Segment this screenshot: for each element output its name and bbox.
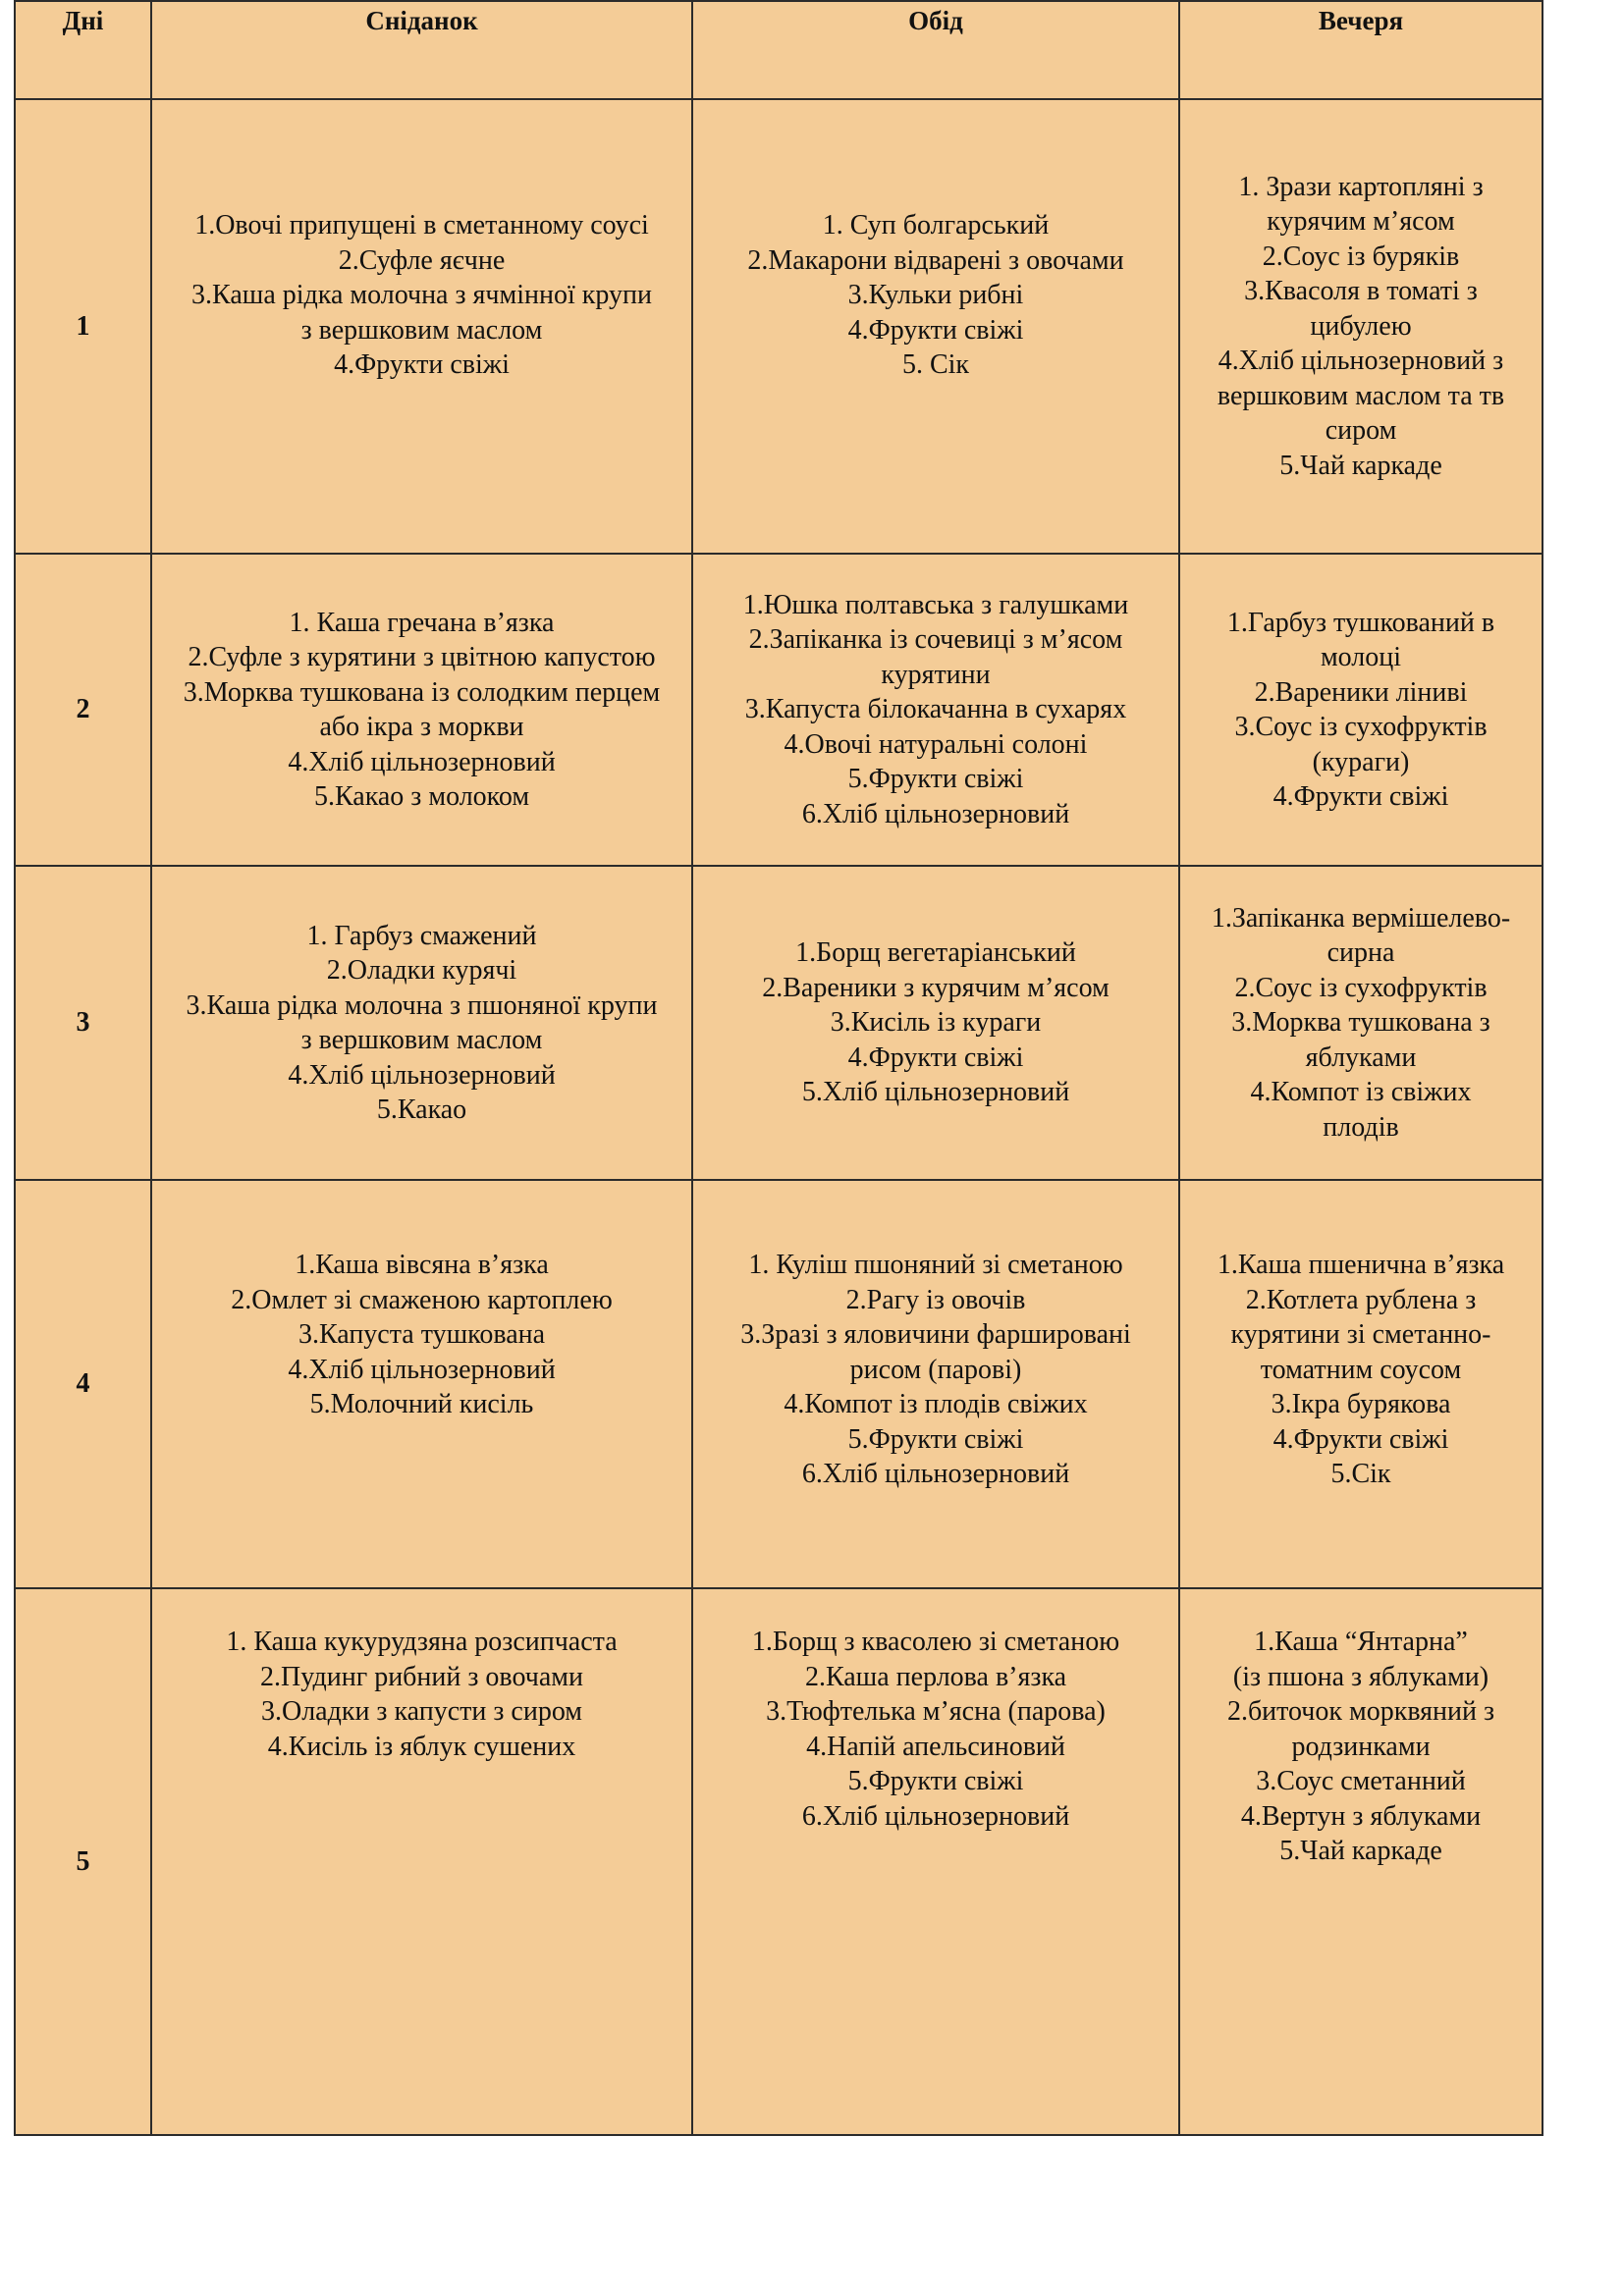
breakfast-items <box>152 1248 691 1422</box>
menu-item: 2.биточок морквяний з <box>1226 1696 1495 1727</box>
menu-item: 1.Запіканка вермішелево- <box>1211 902 1511 934</box>
lunch-cell <box>692 866 1179 1180</box>
table-row <box>15 1588 1543 2135</box>
dinner-items <box>1180 606 1542 815</box>
menu-item: 3.Капуста білокачанна в сухарях <box>744 694 1127 725</box>
menu-item: з вершковим маслом <box>300 1025 543 1055</box>
table-row <box>15 554 1543 866</box>
menu-item: 4.Фрукти свіжі <box>1272 781 1449 812</box>
menu-item: 5.Фрукти свіжі <box>847 1423 1024 1455</box>
menu-item: 2.Омлет зі смаженою картоплею <box>231 1284 613 1315</box>
meal-plan-table <box>14 0 1543 2136</box>
menu-item: 6.Хліб цільнозерновий <box>801 1800 1070 1832</box>
menu-item: 2.Котлета рублена з <box>1245 1284 1477 1315</box>
menu-item: 3.Каша рідка молочна з пшоняної крупи <box>186 989 658 1021</box>
menu-item: 3.Капуста тушкована <box>298 1319 546 1350</box>
dinner-items <box>1180 901 1542 1146</box>
lunch-items <box>693 1625 1178 1834</box>
menu-item: 1.Каша вівсяна в’язка <box>295 1250 549 1280</box>
menu-item: 5.Фрукти свіжі <box>847 1766 1024 1796</box>
lunch-items <box>693 1248 1178 1492</box>
menu-item: 2.Вареники ліниві <box>1254 676 1468 708</box>
menu-item: 4.Фрукти свіжі <box>334 349 510 380</box>
header-lunch: Обід <box>692 1 1179 99</box>
menu-item: 1.Борщ з квасолею зі сметаною <box>751 1627 1120 1657</box>
dinner-items <box>1180 1248 1542 1492</box>
menu-item: 1.Юшка полтавська з галушками <box>742 589 1129 620</box>
menu-item: сирна <box>1326 937 1395 969</box>
dinner-cell <box>1179 1588 1543 2135</box>
header-row <box>15 1 1543 99</box>
menu-item: 4.Хліб цільнозерновий з <box>1218 346 1504 377</box>
menu-item: (кураги) <box>1312 746 1410 777</box>
header-breakfast: Сніданок <box>151 1 692 99</box>
dinner-cell <box>1179 1180 1543 1588</box>
lunch-cell <box>692 1588 1179 2135</box>
menu-item: плодів <box>1323 1111 1399 1143</box>
lunch-items <box>693 588 1178 832</box>
menu-item: 4.Хліб цільнозерновий <box>288 1059 556 1091</box>
dinner-items <box>1180 170 1542 484</box>
menu-item: 3.Кисіль із кураги <box>830 1007 1042 1039</box>
menu-item: молоці <box>1320 642 1402 672</box>
menu-item: 2.Вареники з курячим м’ясом <box>762 972 1110 1003</box>
menu-item: 2.Оладки курячі <box>326 955 517 986</box>
menu-item: 5.Фрукти свіжі <box>847 764 1024 795</box>
menu-item: вершковим маслом та тв <box>1217 380 1505 411</box>
menu-item: 3.Кульки рибні <box>847 280 1024 310</box>
lunch-cell <box>692 99 1179 554</box>
menu-item: (із пшона з яблуками) <box>1232 1661 1489 1692</box>
menu-item: курятини <box>881 659 991 690</box>
breakfast-cell <box>151 866 692 1180</box>
menu-item: 1.Борщ вегетаріанський <box>795 937 1076 969</box>
menu-item: 2.Пудинг рибний з овочами <box>260 1661 583 1692</box>
menu-item: 4.Овочі натуральні солоні <box>784 728 1088 760</box>
table-row <box>15 866 1543 1180</box>
menu-item: 3.Соус із сухофруктів <box>1234 712 1488 742</box>
menu-item: 6.Хліб цільнозерновий <box>801 798 1070 829</box>
menu-item: 4.Фрукти свіжі <box>1272 1423 1449 1455</box>
menu-item: 2.Соус із сухофруктів <box>1234 972 1488 1003</box>
lunch-items <box>693 208 1178 383</box>
menu-item: 1.Каша “Янтарна” <box>1254 1627 1468 1657</box>
dinner-cell <box>1179 866 1543 1180</box>
menu-item: 1. Каша гречана в’язка <box>289 607 555 638</box>
menu-item: 5.Сік <box>1330 1459 1391 1489</box>
menu-item: томатним соусом <box>1260 1354 1462 1385</box>
menu-item: 4.Вертун з яблуками <box>1240 1800 1482 1832</box>
breakfast-items <box>152 919 691 1128</box>
menu-item: 3.Морква тушкована з <box>1231 1007 1490 1039</box>
breakfast-items <box>152 208 691 383</box>
menu-item: 5.Какао з молоком <box>313 781 530 812</box>
lunch-cell <box>692 554 1179 866</box>
day-number: 2 <box>15 554 151 866</box>
lunch-items <box>693 935 1178 1110</box>
menu-item: курячим м’ясом <box>1267 206 1455 238</box>
menu-item: 2.Каша перлова в’язка <box>804 1661 1067 1692</box>
menu-item: 2.Соус із буряків <box>1262 240 1460 272</box>
breakfast-cell <box>151 99 692 554</box>
day-number: 1 <box>15 99 151 554</box>
menu-item: 3.Соус сметанний <box>1256 1766 1466 1796</box>
lunch-cell <box>692 1180 1179 1588</box>
menu-item: 3.Морква тушкована із солодким перцем <box>183 676 661 708</box>
menu-item: 2.Суфле з курятини з цвітною капустою <box>188 642 656 672</box>
dinner-cell <box>1179 99 1543 554</box>
menu-item: цибулею <box>1310 310 1412 342</box>
menu-item: 5.Молочний кисіль <box>309 1389 534 1419</box>
menu-item: 1. Зрази картопляні з <box>1238 171 1484 202</box>
menu-item: 4.Напій апельсиновий <box>806 1731 1065 1762</box>
menu-item: 3.Оладки з капусти з сиром <box>260 1696 583 1727</box>
menu-item: 4.Хліб цільнозерновий <box>288 746 556 777</box>
menu-item: 4.Кисіль із яблук сушених <box>267 1731 576 1762</box>
menu-item: 4.Фрукти свіжі <box>847 1041 1024 1073</box>
menu-item: родзинками <box>1291 1731 1431 1762</box>
day-number: 4 <box>15 1180 151 1588</box>
menu-item: курятини зі сметанно- <box>1230 1319 1491 1350</box>
menu-item: 2.Запіканка із сочевиці з м’ясом <box>748 624 1123 656</box>
day-number: 3 <box>15 866 151 1180</box>
menu-item: 1. Каша кукурудзяна розсипчаста <box>226 1627 618 1657</box>
menu-item: 1. Суп болгарський <box>822 210 1050 240</box>
menu-item: 1. Гарбуз смажений <box>306 920 537 951</box>
menu-item: 5.Хліб цільнозерновий <box>801 1077 1070 1108</box>
menu-item: 1.Овочі припущені в сметанному соусі <box>194 210 649 240</box>
menu-item: 5.Чай каркаде <box>1279 450 1442 481</box>
menu-item: з вершковим маслом <box>300 314 543 346</box>
table-row <box>15 1180 1543 1588</box>
dinner-items <box>1180 1625 1542 1869</box>
menu-item: 3.Каша рідка молочна з ячмінної крупи <box>191 280 652 310</box>
header-dinner: Вечеря <box>1179 1 1543 99</box>
menu-item: 3.Ікра бурякова <box>1271 1389 1451 1419</box>
menu-item: 4.Компот із свіжих <box>1250 1077 1472 1108</box>
menu-item: 5. Сік <box>901 349 970 380</box>
menu-item: 4.Фрукти свіжі <box>847 314 1024 346</box>
breakfast-items <box>152 1625 691 1764</box>
menu-item: 2.Суфле яєчне <box>338 244 506 276</box>
menu-item: 1.Гарбуз тушкований в <box>1226 607 1495 638</box>
menu-item: 3.Тюфтелька м’ясна (парова) <box>766 1696 1106 1727</box>
header-days: Дні <box>15 1 151 99</box>
breakfast-cell <box>151 554 692 866</box>
menu-item: 1.Каша пшенична в’язка <box>1217 1250 1505 1280</box>
menu-item: 2.Рагу із овочів <box>845 1284 1026 1315</box>
breakfast-items <box>152 606 691 815</box>
menu-item: 3.Зразі з яловичини фаршировані <box>740 1319 1131 1350</box>
menu-item: 4.Компот із плодів свіжих <box>784 1389 1088 1419</box>
dinner-cell <box>1179 554 1543 866</box>
breakfast-cell <box>151 1588 692 2135</box>
table-row <box>15 99 1543 554</box>
breakfast-cell <box>151 1180 692 1588</box>
menu-item: рисом (парові) <box>849 1354 1022 1385</box>
menu-item: 1. Куліш пшоняний зі сметаною <box>748 1250 1123 1280</box>
day-number: 5 <box>15 1588 151 2135</box>
menu-item: 6.Хліб цільнозерновий <box>801 1459 1070 1489</box>
menu-item: 4.Хліб цільнозерновий <box>288 1354 556 1385</box>
menu-item: сиром <box>1325 415 1397 447</box>
menu-item: 5.Какао <box>376 1095 467 1125</box>
menu-item: 2.Макарони відварені з овочами <box>747 244 1124 276</box>
menu-item: або ікра з моркви <box>319 712 524 742</box>
menu-item: 3.Квасоля в томаті з <box>1244 276 1478 307</box>
menu-item: 5.Чай каркаде <box>1279 1836 1442 1866</box>
menu-item: яблуками <box>1305 1041 1417 1073</box>
